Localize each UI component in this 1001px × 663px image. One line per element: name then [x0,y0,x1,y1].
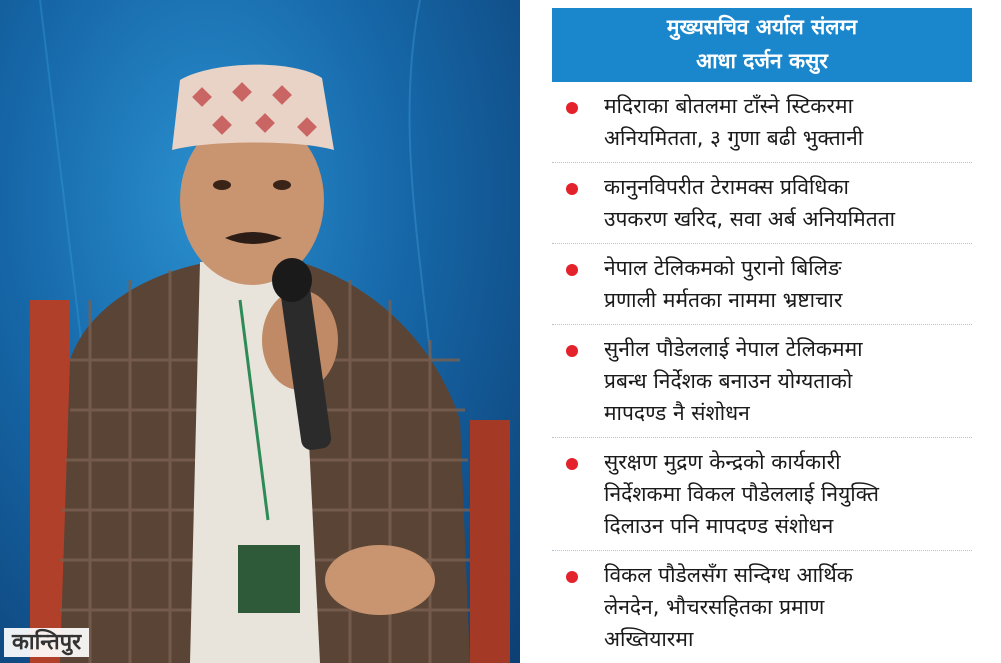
item-line: लेनदेन, भौचरसहितका प्रमाण [604,595,825,619]
item-line: अख्तियारमा [604,627,694,651]
item-line: दिलाउन पनि मापदण्ड संशोधन [604,514,834,538]
bullet-icon [566,183,578,195]
name-badge [238,545,300,613]
bullet-icon [566,345,578,357]
item-line: प्रणाली मर्मतका नाममा भ्रष्टाचार [604,288,843,312]
item-line: सुरक्षण मुद्रण केन्द्रको कार्यकारी [604,450,841,474]
bullet-icon [566,102,578,114]
list-item [552,82,972,163]
bullet-icon [566,571,578,583]
list-item [552,163,972,244]
item-line: प्रबन्ध निर्देशक बनाउन योग्यताको [604,369,853,393]
kantipur-logo: कान्तिपुर [4,628,89,657]
allegation-list [552,82,972,663]
heading-line-2: आधा दर्जन कसुर [696,49,828,73]
bullet-icon [566,264,578,276]
item-line: नेपाल टेलिकमको पुरानो बिलिङ [604,256,842,280]
item-line: सुनील पौडेललाई नेपाल टेलिकममा [604,337,863,361]
item-line: अनियमितता, ३ गुणा बढी भुक्तानी [604,126,864,150]
item-line: निर्देशकमा विकल पौडेललाई नियुक्ति [604,482,879,506]
item-line: विकल पौडेलसँग सन्दिग्ध आर्थिक [604,563,853,587]
bullet-icon [566,458,578,470]
panel-heading [552,8,972,82]
item-line: उपकरण खरिद, सवा अर्ब अनियमितता [604,207,896,231]
list-item [552,551,972,663]
item-line: मापदण्ड नै संशोधन [604,401,750,425]
allegations-panel [552,8,972,658]
item-line: मदिराका बोतलमा टाँस्ने स्टिकरमा [604,94,854,118]
list-item [552,325,972,438]
list-item [552,438,972,551]
dhaka-topi [172,65,334,150]
item-line: कानुनविपरीत टेरामक्स प्रविधिका [604,175,849,199]
chair-right [470,420,510,663]
heading-line-1: मुख्यसचिव अर्याल संलग्न [666,15,858,39]
list-item [552,244,972,325]
